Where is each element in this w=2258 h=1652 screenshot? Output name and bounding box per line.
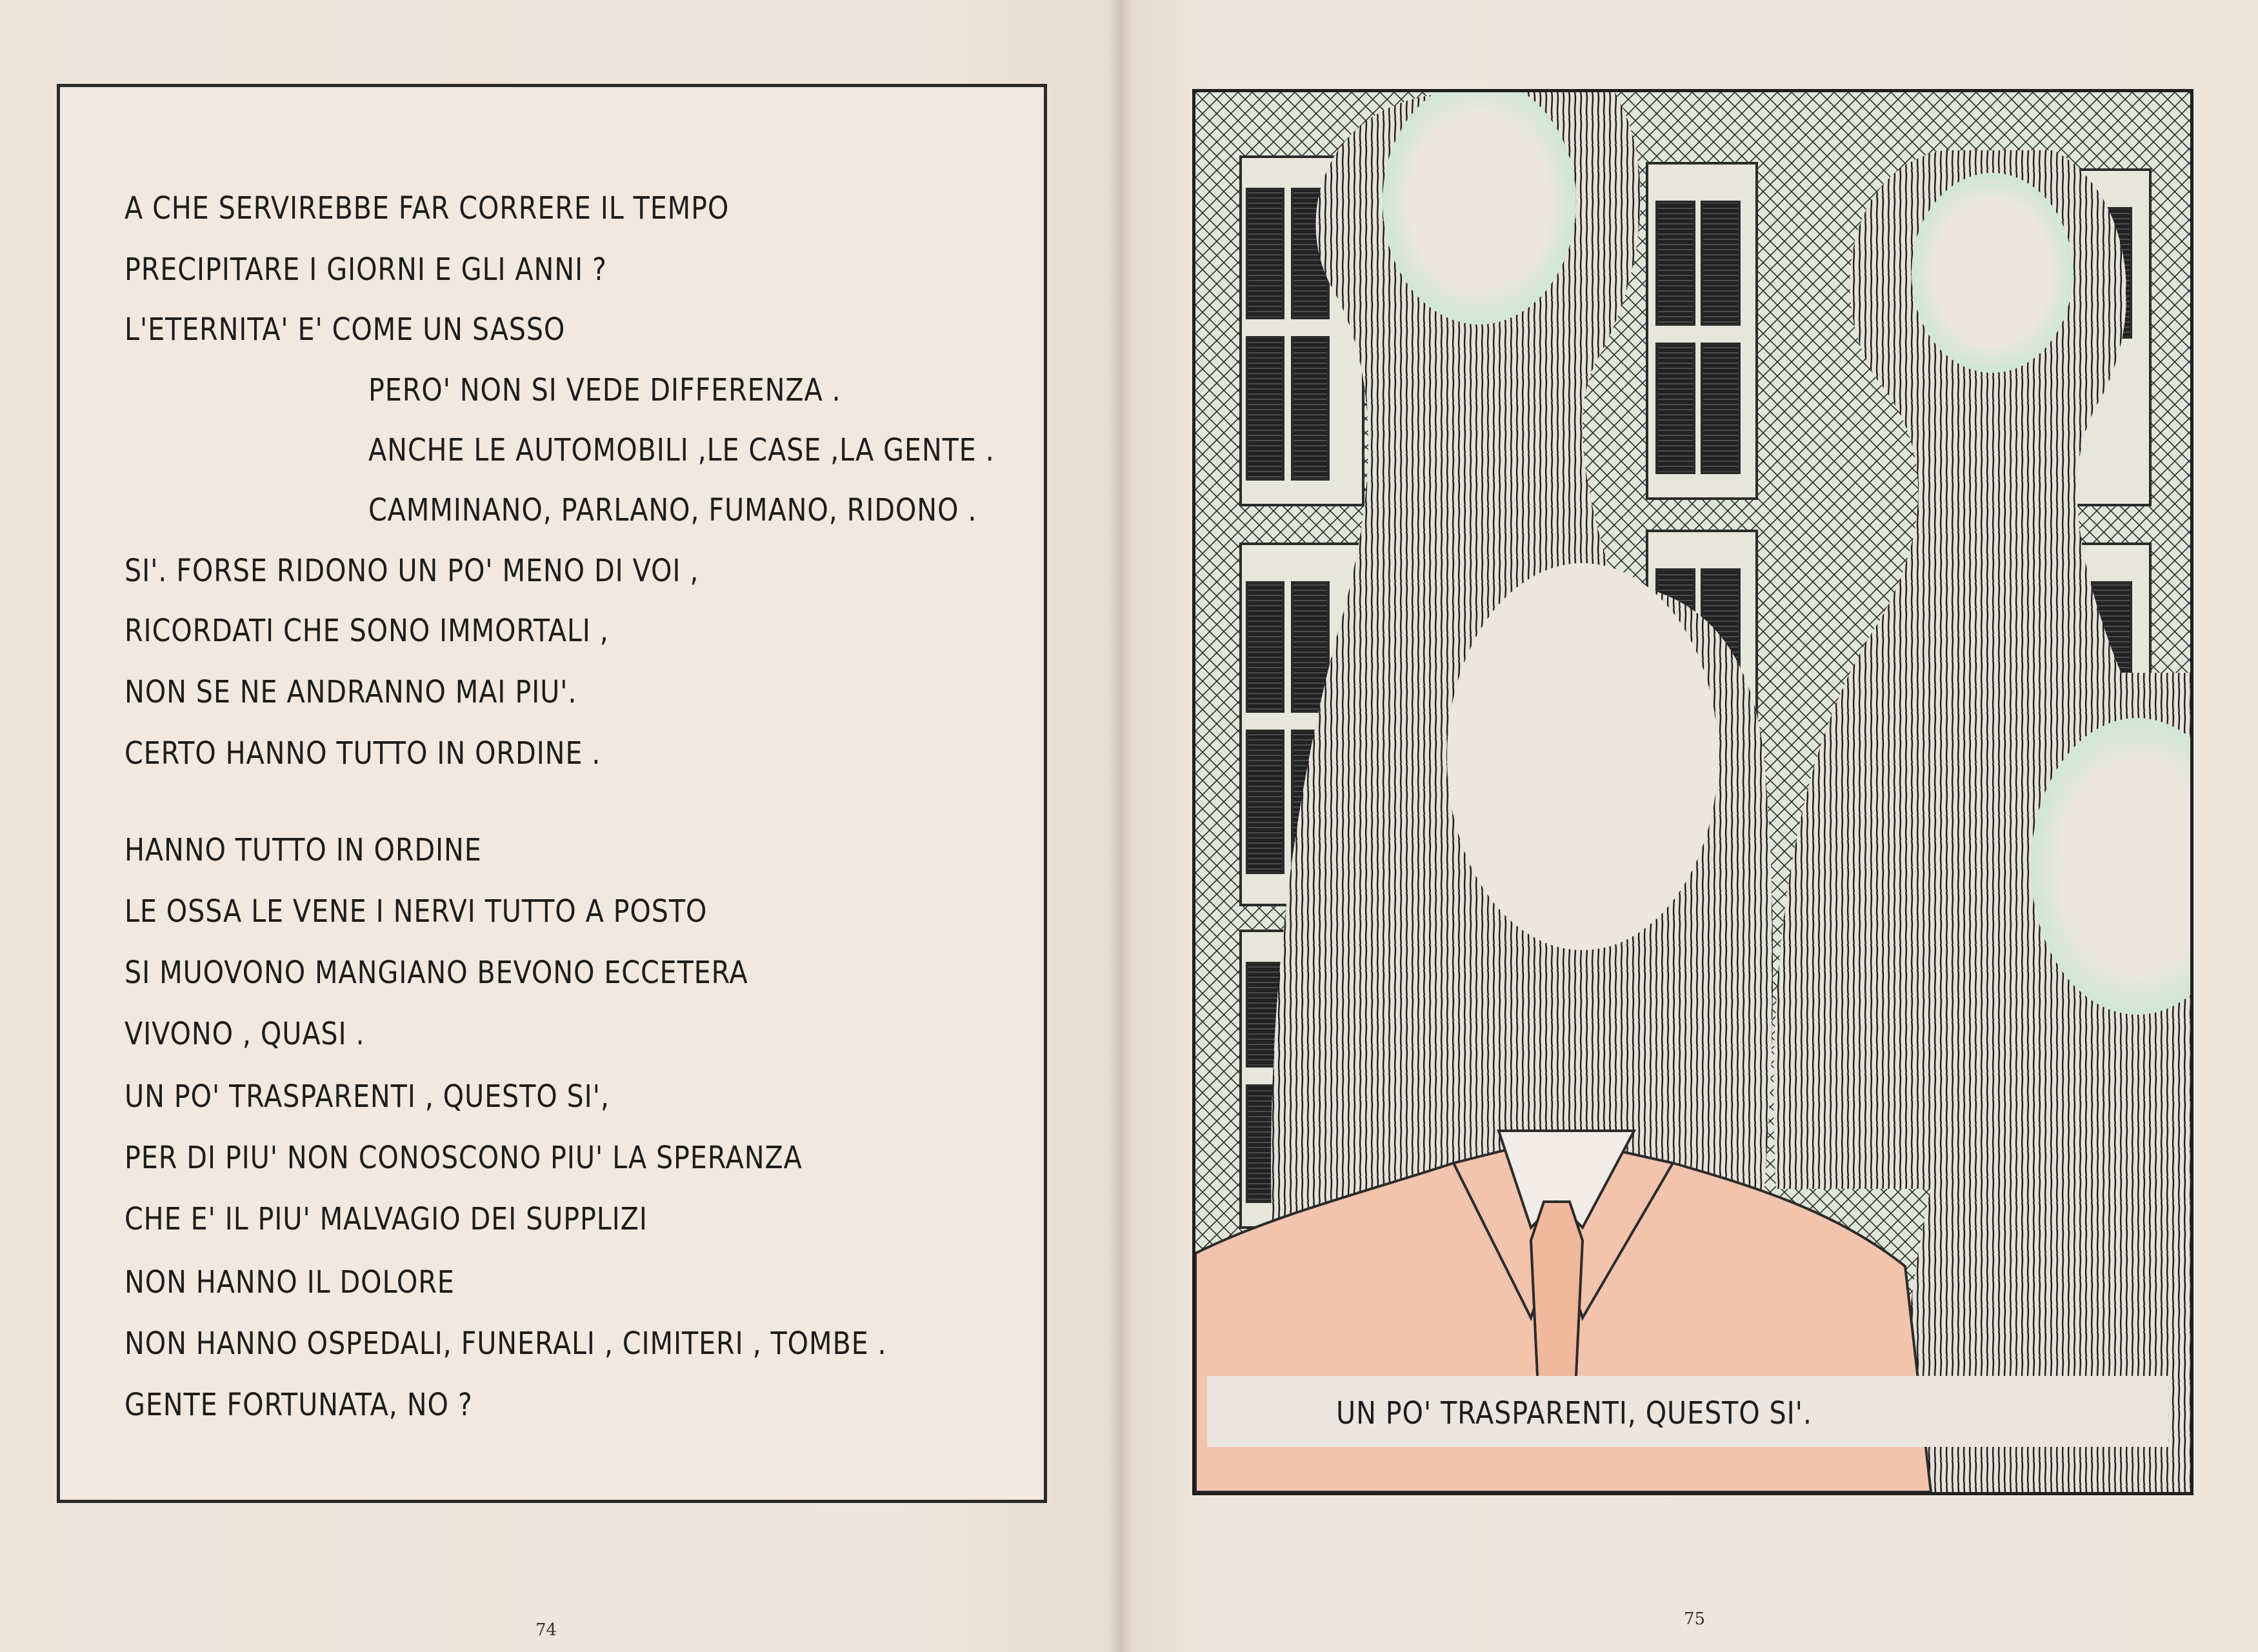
poem-line: VIVONO , QUASI .: [125, 1016, 365, 1052]
poem-frame: [57, 84, 1047, 1503]
poem-line: CHE E' IL PIU' MALVAGIO DEI SUPPLIZI: [125, 1201, 648, 1237]
poem-line: NON HANNO IL DOLORE: [125, 1264, 455, 1300]
poem-line: CERTO HANNO TUTTO IN ORDINE .: [125, 735, 601, 771]
poem-line: UN PO' TRASPARENTI , QUESTO SI',: [125, 1079, 610, 1115]
page-number-right: 75: [1684, 1609, 1706, 1629]
caption-box: [1207, 1376, 2168, 1447]
left-page: [0, 0, 1119, 1652]
poem-line: PERO' NON SI VEDE DIFFERENZA .: [368, 372, 841, 408]
poem-line: L'ETERNITA' E' COME UN SASSO: [125, 312, 566, 348]
blank-face-center: [1447, 563, 1718, 950]
illustration-frame: [1192, 89, 2193, 1495]
poem-line: PRECIPITARE I GIORNI E GLI ANNI ?: [125, 252, 607, 288]
poem-line: LE OSSA LE VENE I NERVI TUTTO A POSTO: [125, 893, 708, 930]
poem-line: CAMMINANO, PARLANO, FUMANO, RIDONO .: [368, 492, 977, 528]
poem-line: ANCHE LE AUTOMOBILI ,LE CASE ,LA GENTE .: [368, 432, 995, 468]
poem-line: RICORDATI CHE SONO IMMORTALI ,: [125, 613, 609, 649]
book-gutter: [1108, 0, 1132, 1652]
illustration: [1195, 92, 2190, 1492]
poem-line: A CHE SERVIREBBE FAR CORRERE IL TEMPO: [125, 190, 730, 226]
poem-line: HANNO TUTTO IN ORDINE: [125, 832, 482, 868]
poem-line: NON HANNO OSPEDALI, FUNERALI , CIMITERI , TOMBE .: [125, 1326, 887, 1362]
poem-line: SI'. FORSE RIDONO UN PO' MENO DI VOI ,: [125, 553, 699, 589]
poem-line: NON SE NE ANDRANNO MAI PIU'.: [125, 674, 577, 710]
page-number-left: 74: [535, 1620, 557, 1640]
poem-line: SI MUOVONO MANGIANO BEVONO ECCETERA: [125, 955, 748, 991]
poem-line: PER DI PIU' NON CONOSCONO PIU' LA SPERANZA: [125, 1140, 803, 1176]
caption-text: UN PO' TRASPARENTI, QUESTO SI'.: [1336, 1395, 1812, 1431]
blank-face-right: [1912, 173, 2073, 373]
poem-text: [60, 87, 1044, 1500]
poem-line: GENTE FORTUNATA, NO ?: [125, 1387, 473, 1423]
